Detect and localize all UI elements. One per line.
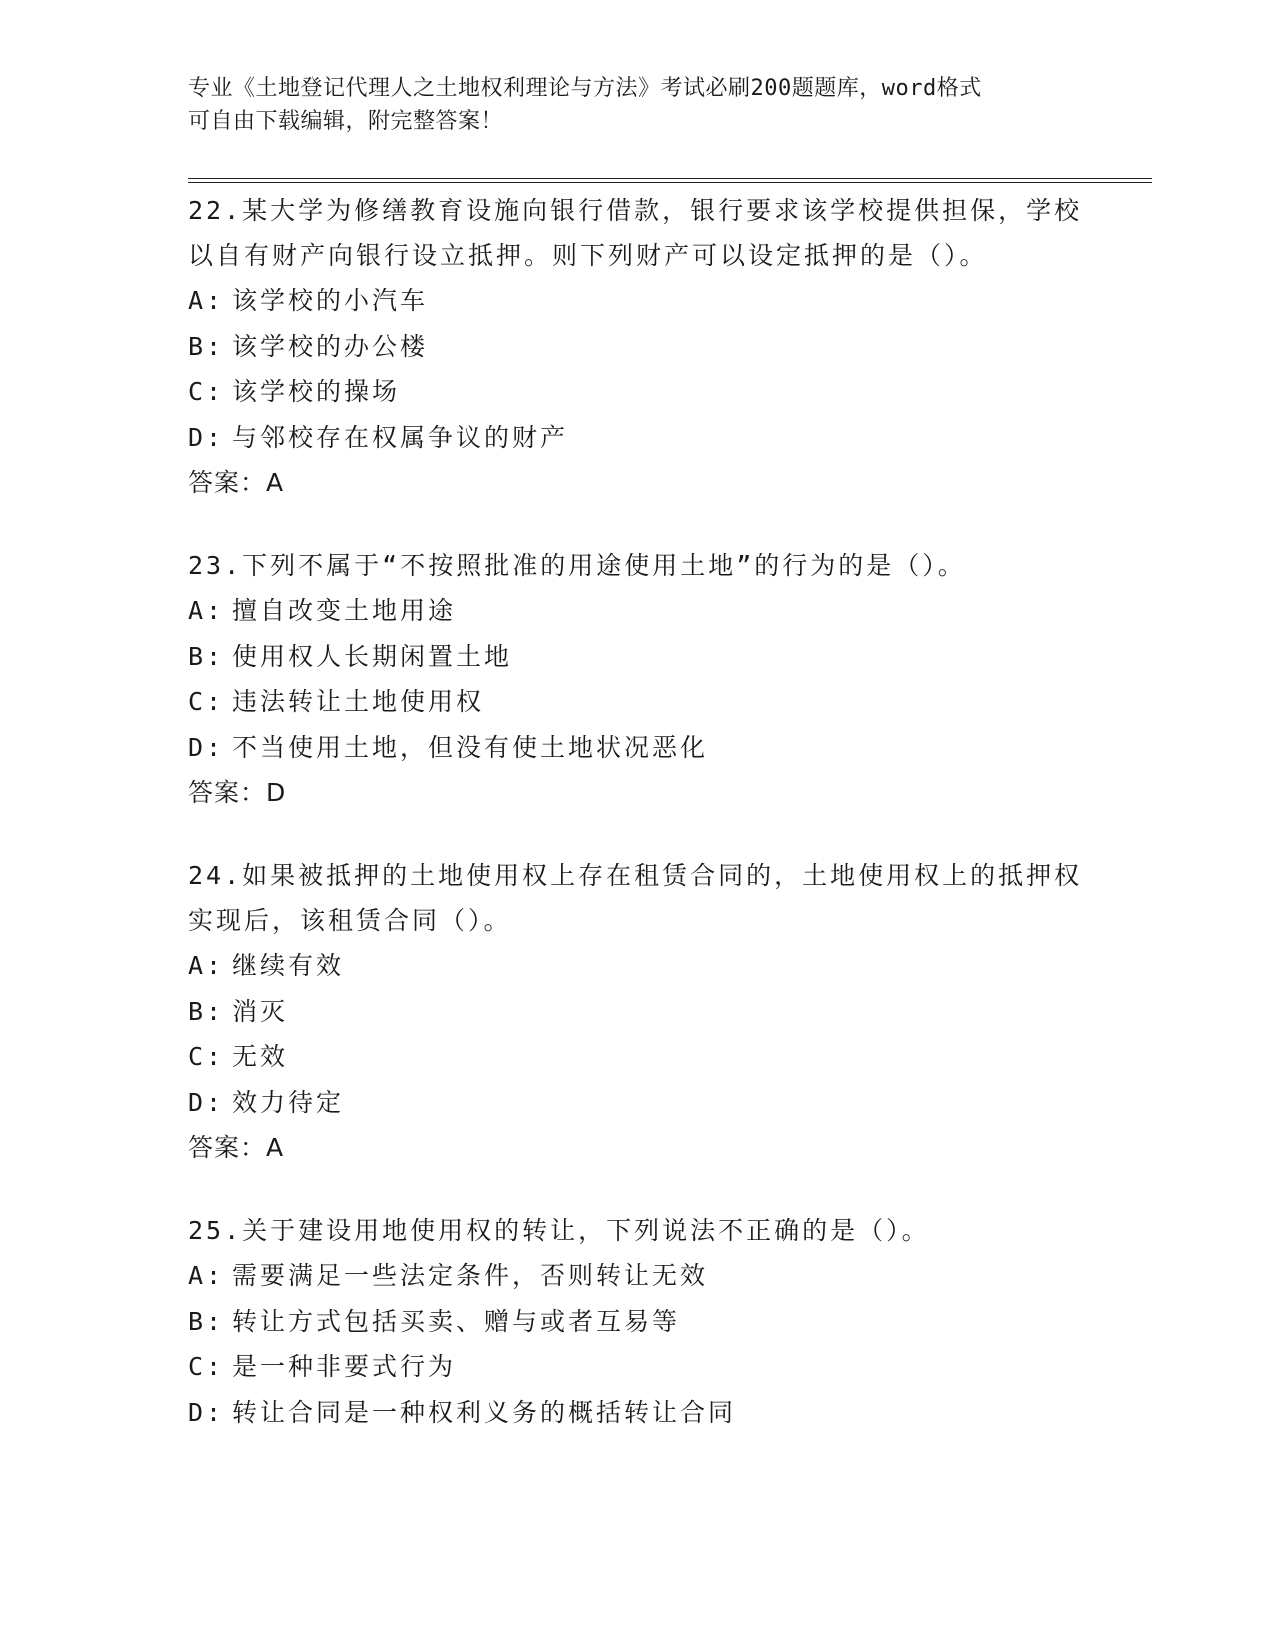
question-stem: 22.某大学为修缮教育设施向银行借款，银行要求该学校提供担保，学校以自有财产向银行设立抵押。则下列财产可以设定抵押的是（）。 (188, 196, 1083, 270)
option-letter: C: (188, 377, 225, 406)
answer-line: 答案：A (188, 1133, 285, 1162)
option-letter: D: (188, 1087, 225, 1117)
option-letter: A: (188, 596, 225, 625)
document-header (188, 72, 1068, 138)
option-text: 转让方式包括买卖、赠与或者互易等 (232, 1306, 681, 1336)
option-a (188, 943, 1088, 989)
answer-line: 答案：D (188, 778, 287, 807)
option-c (188, 1344, 1088, 1390)
option-letter: B: (188, 1306, 225, 1336)
option-b (188, 634, 1088, 680)
option-letter: D: (188, 1397, 225, 1427)
header-divider (188, 178, 1152, 183)
answer-line: 答案：A (188, 468, 285, 497)
header-line-2: 可自由下载编辑，附完整答案！ (188, 109, 504, 134)
option-letter: B: (188, 996, 225, 1026)
option-text: 消灭 (232, 996, 289, 1026)
question-24 (188, 853, 1088, 1170)
option-letter: A: (188, 951, 225, 980)
option-letter: C: (188, 1352, 225, 1381)
option-b (188, 324, 1088, 370)
option-letter: C: (188, 1042, 225, 1071)
option-letter: D: (188, 422, 225, 452)
option-letter: A: (188, 286, 225, 315)
option-text: 无效 (232, 1042, 289, 1071)
question-list (188, 188, 1088, 1473)
option-c (188, 1034, 1088, 1080)
option-d (188, 725, 1088, 771)
question-stem: 25.关于建设用地使用权的转让，下列说法不正确的是（）。 (188, 1216, 930, 1245)
question-23 (188, 543, 1088, 815)
option-c (188, 369, 1088, 415)
option-text: 该学校的小汽车 (232, 286, 429, 315)
option-letter: D: (188, 732, 225, 762)
option-text: 是一种非要式行为 (232, 1352, 457, 1381)
question-stem: 24.如果被抵押的土地使用权上存在租赁合同的，土地使用权上的抵押权实现后，该租赁合同（）。 (188, 861, 1083, 935)
option-text: 擅自改变土地用途 (232, 596, 457, 625)
option-text: 需要满足一些法定条件，否则转让无效 (232, 1261, 709, 1290)
option-text: 不当使用土地，但没有使土地状况恶化 (232, 732, 709, 762)
question-stem: 23.下列不属于“不按照批准的用途使用土地”的行为的是（）。 (188, 551, 966, 580)
option-text: 效力待定 (232, 1087, 345, 1117)
option-text: 转让合同是一种权利义务的概括转让合同 (232, 1397, 737, 1427)
option-text: 与邻校存在权属争议的财产 (232, 422, 569, 452)
question-25 (188, 1208, 1088, 1435)
option-a (188, 1253, 1088, 1299)
header-line-1: 专业《土地登记代理人之土地权利理论与方法》考试必刷200题题库，word格式 (188, 76, 982, 101)
document-page (188, 0, 1153, 1650)
option-b (188, 1299, 1088, 1345)
option-letter: B: (188, 641, 225, 671)
option-letter: C: (188, 687, 225, 716)
option-text: 使用权人长期闲置土地 (232, 641, 513, 671)
option-d (188, 1390, 1088, 1436)
option-d (188, 415, 1088, 461)
option-letter: A: (188, 1261, 225, 1290)
option-a (188, 588, 1088, 634)
option-text: 该学校的办公楼 (232, 331, 429, 361)
option-d (188, 1080, 1088, 1126)
option-text: 该学校的操场 (232, 377, 401, 406)
option-letter: B: (188, 331, 225, 361)
option-b (188, 989, 1088, 1035)
option-a (188, 278, 1088, 324)
question-22 (188, 188, 1088, 505)
option-c (188, 679, 1088, 725)
option-text: 继续有效 (232, 951, 345, 980)
option-text: 违法转让土地使用权 (232, 687, 485, 716)
